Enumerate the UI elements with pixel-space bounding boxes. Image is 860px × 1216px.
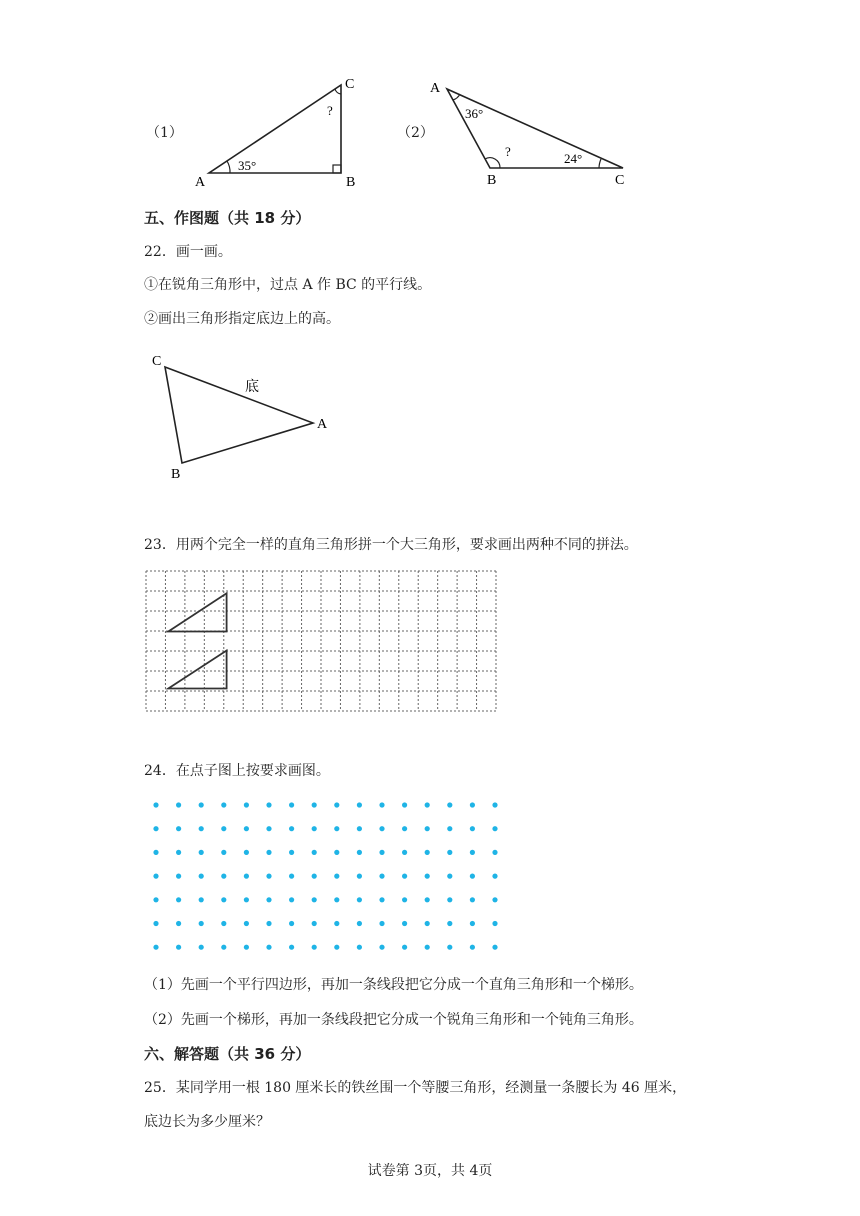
- fig1-vertex-b: B: [346, 175, 356, 190]
- figure-2-label: （2）: [397, 125, 434, 141]
- grid-dot: [199, 921, 204, 926]
- grid-dot: [153, 874, 158, 879]
- grid-dot: [357, 921, 362, 926]
- grid-dot: [379, 802, 384, 807]
- grid-dot: [492, 826, 497, 831]
- grid-dot: [379, 874, 384, 879]
- grid-dot: [312, 826, 317, 831]
- fig2-vertex-c: C: [615, 173, 625, 188]
- grid-dot: [425, 897, 430, 902]
- grid-dot: [244, 802, 249, 807]
- q22-vertex-c: C: [152, 354, 162, 369]
- right-triangle-bottom: [168, 651, 226, 689]
- grid-dot: [402, 802, 407, 807]
- grid-dot: [470, 897, 475, 902]
- fig2-angle-a: 36°: [465, 106, 484, 121]
- q25-line-1: 25．某同学用一根 180 厘米长的铁丝围一个等腰三角形，经测量一条腰长为 46 厘米，: [144, 1080, 687, 1096]
- grid-dot: [402, 826, 407, 831]
- dot-grid: [145, 795, 505, 955]
- q23-title: 23．用两个完全一样的直角三角形拼一个大三角形，要求画出两种不同的拼法。: [144, 537, 638, 553]
- fig1-vertex-a: A: [195, 175, 206, 190]
- grid-dot: [379, 921, 384, 926]
- grid-dot: [176, 874, 181, 879]
- q22-vertex-b: B: [171, 467, 181, 482]
- grid-dot: [199, 850, 204, 855]
- grid-dot: [447, 826, 452, 831]
- right-triangle-figure-1: [190, 70, 370, 190]
- grid-dot: [312, 802, 317, 807]
- section-6-title: 六、解答题（共 36 分）: [144, 1045, 311, 1063]
- right-triangle-top: [168, 593, 226, 631]
- grid-dot: [357, 945, 362, 950]
- fig1-angle-a: 35°: [238, 158, 257, 173]
- q22-item-1: ①在锐角三角形中，过点 A 作 BC 的平行线。: [144, 277, 432, 293]
- grid-dot: [334, 897, 339, 902]
- grid-dot: [425, 874, 430, 879]
- grid-dot: [221, 921, 226, 926]
- grid-dot: [492, 874, 497, 879]
- grid-dot: [244, 850, 249, 855]
- grid-dot: [199, 945, 204, 950]
- grid-dot: [176, 945, 181, 950]
- grid-dot: [266, 826, 271, 831]
- grid-dot: [289, 945, 294, 950]
- grid-dot: [492, 921, 497, 926]
- grid-dot: [334, 874, 339, 879]
- q22-base-label: 底: [245, 380, 259, 395]
- grid-dot: [470, 921, 475, 926]
- grid-dot: [379, 897, 384, 902]
- grid-dot: [221, 874, 226, 879]
- grid-dot: [266, 921, 271, 926]
- grid-dot: [379, 826, 384, 831]
- grid-dot: [334, 850, 339, 855]
- grid-dot: [153, 826, 158, 831]
- fig2-angle-c: 24°: [564, 151, 583, 166]
- fig2-vertex-a: A: [430, 81, 441, 96]
- section-5-title: 五、作图题（共 18 分）: [144, 209, 311, 227]
- grid-dot: [266, 802, 271, 807]
- grid-dot: [492, 897, 497, 902]
- grid-dot: [289, 850, 294, 855]
- grid-dot: [221, 897, 226, 902]
- acute-triangle-figure: [145, 345, 345, 485]
- grid-dot: [357, 897, 362, 902]
- grid-dot: [176, 850, 181, 855]
- fig1-vertex-c: C: [345, 77, 355, 92]
- grid-dot: [221, 826, 226, 831]
- grid-dot: [176, 826, 181, 831]
- grid-dot: [470, 826, 475, 831]
- grid-dot: [221, 945, 226, 950]
- grid-dot: [447, 850, 452, 855]
- grid-dot: [266, 897, 271, 902]
- grid-dot: [379, 850, 384, 855]
- grid-dot: [492, 802, 497, 807]
- grid-dot: [447, 874, 452, 879]
- grid-dot: [425, 826, 430, 831]
- grid-dot: [153, 802, 158, 807]
- grid-dot: [176, 802, 181, 807]
- fig2-vertex-b: B: [487, 173, 497, 188]
- q24-item-2: （2）先画一个梯形，再加一条线段把它分成一个锐角三角形和一个钝角三角形。: [144, 1012, 643, 1028]
- grid-dot: [153, 921, 158, 926]
- page-footer: 试卷第 3页，共 4页: [367, 1163, 493, 1179]
- q25-line-2: 底边长为多少厘米？: [144, 1114, 270, 1130]
- grid-dot: [244, 874, 249, 879]
- grid-dot: [266, 945, 271, 950]
- grid-dot: [289, 802, 294, 807]
- grid-dot: [425, 802, 430, 807]
- grid-dot: [357, 850, 362, 855]
- grid-dot: [153, 945, 158, 950]
- q22-vertex-a: A: [317, 417, 328, 432]
- grid-dot: [289, 826, 294, 831]
- grid-dot: [312, 850, 317, 855]
- grid-dot: [492, 945, 497, 950]
- grid-dot: [289, 874, 294, 879]
- grid-dot: [425, 945, 430, 950]
- grid-dot: [402, 921, 407, 926]
- grid-dot: [470, 945, 475, 950]
- obtuse-triangle-figure-2: [425, 70, 640, 190]
- q22-title: 22．画一画。: [144, 244, 232, 260]
- grid-dot: [244, 826, 249, 831]
- grid-dot: [312, 945, 317, 950]
- grid-dot: [312, 897, 317, 902]
- figure-1-label: （1）: [146, 125, 183, 141]
- grid-dot: [334, 945, 339, 950]
- grid-dot: [402, 945, 407, 950]
- grid-dot: [334, 921, 339, 926]
- grid-dot: [221, 802, 226, 807]
- grid-dot: [470, 874, 475, 879]
- grid-dot: [199, 802, 204, 807]
- grid-dot: [492, 850, 497, 855]
- grid-dot: [199, 874, 204, 879]
- fig2-unknown-angle: ?: [505, 144, 511, 159]
- grid-dot: [334, 802, 339, 807]
- grid-dot: [266, 874, 271, 879]
- grid-dot: [153, 850, 158, 855]
- grid-dot: [470, 850, 475, 855]
- grid-dot: [221, 850, 226, 855]
- grid-dot: [199, 897, 204, 902]
- grid-dot: [176, 921, 181, 926]
- grid-dot: [447, 802, 452, 807]
- grid-dot: [153, 897, 158, 902]
- grid-dot: [357, 802, 362, 807]
- grid-dot: [357, 826, 362, 831]
- q22-item-2: ②画出三角形指定底边上的高。: [144, 311, 340, 327]
- grid-dot: [289, 897, 294, 902]
- grid-dot: [289, 921, 294, 926]
- grid-dot: [357, 874, 362, 879]
- q24-title: 24．在点子图上按要求画图。: [144, 763, 330, 779]
- grid-dot: [425, 850, 430, 855]
- grid-dot: [312, 921, 317, 926]
- grid-dot: [199, 826, 204, 831]
- grid-dot: [244, 921, 249, 926]
- grid-dot: [402, 874, 407, 879]
- grid-dot: [402, 897, 407, 902]
- grid-dot: [334, 826, 339, 831]
- grid-dot: [244, 897, 249, 902]
- grid-dot: [447, 945, 452, 950]
- fig1-unknown-angle: ?: [327, 103, 333, 118]
- q24-item-1: （1）先画一个平行四边形，再加一条线段把它分成一个直角三角形和一个梯形。: [144, 977, 643, 993]
- grid-dot: [312, 874, 317, 879]
- grid-dot: [470, 802, 475, 807]
- grid-dot: [176, 897, 181, 902]
- grid-dot: [425, 921, 430, 926]
- grid-dot: [244, 945, 249, 950]
- grid-dot: [447, 921, 452, 926]
- grid-dot: [379, 945, 384, 950]
- square-grid: [145, 570, 500, 713]
- grid-dot: [447, 897, 452, 902]
- grid-dot: [266, 850, 271, 855]
- grid-dot: [402, 850, 407, 855]
